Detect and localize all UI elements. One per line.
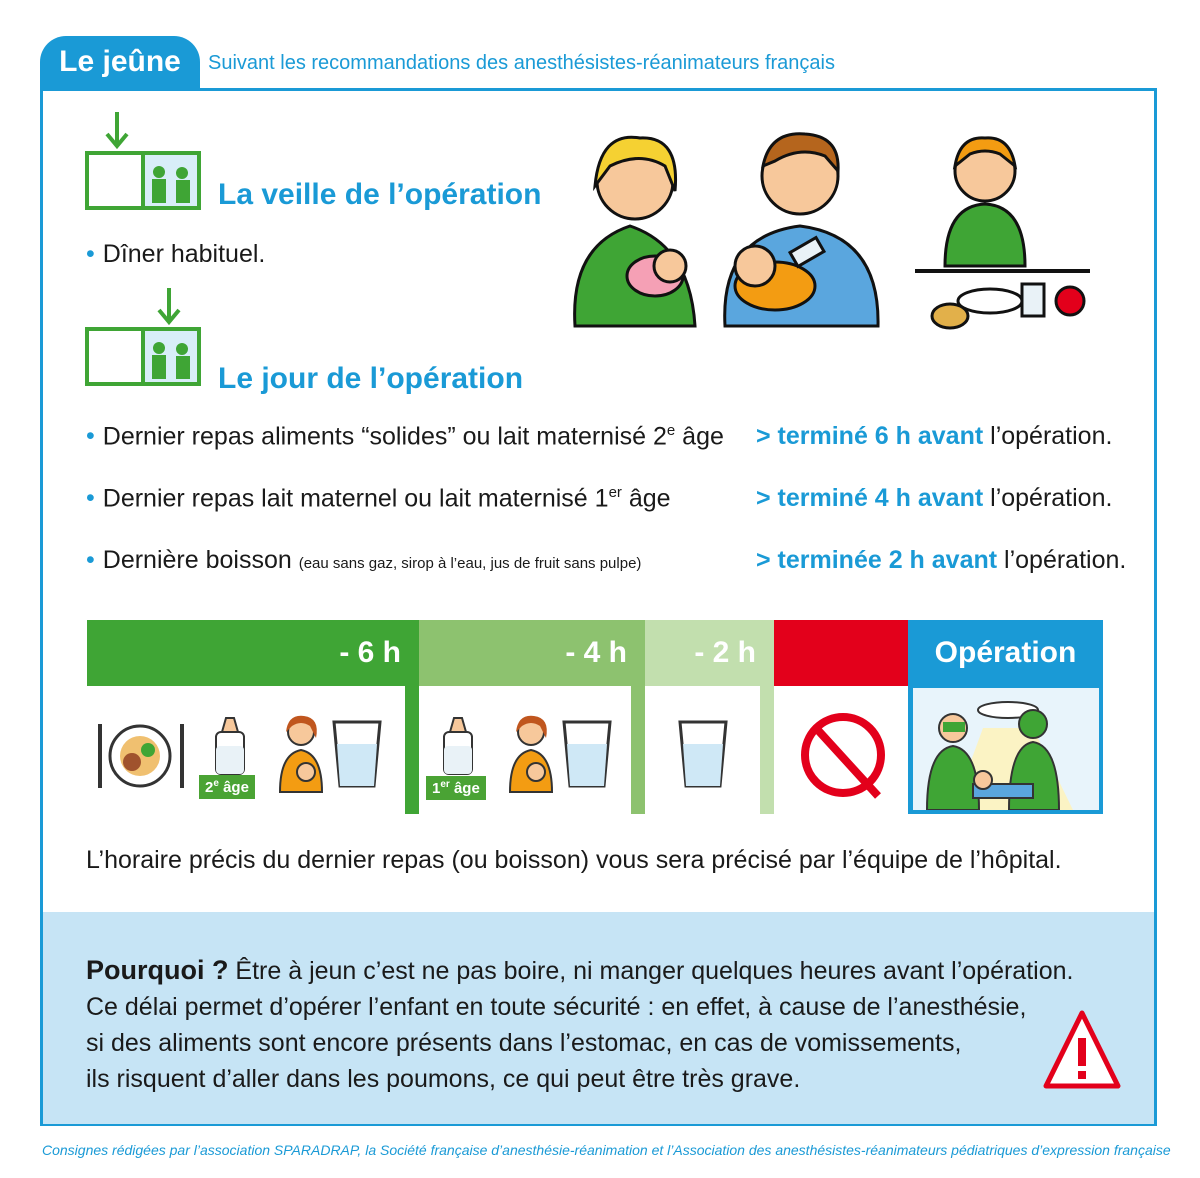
row-note: (eau sans gaz, sirop à l’eau, jus de fruit sans pulpe) [298,555,642,572]
section-tab: Le jeûne [40,36,200,88]
bullet-dot: • [86,422,95,451]
breastfeeding-icon [506,714,556,794]
why-line-4: ils risquent d’aller dans les poumons, ce qui peut être très grave. [86,1065,801,1093]
row-text: Dernier repas lait maternel ou lait maternisé 1 [102,484,609,513]
schedule-jour-icon [84,286,204,392]
why-lead: Pourquoi ? [86,955,229,985]
row-text: Dernier repas aliments “solides” ou lait maternisé 2 [102,422,667,451]
water-glass-icon [560,718,614,790]
subtitle: Suivant les recommandations des anesthésistes-réanimateurs français [208,52,835,74]
timeline-segment-stop [774,620,908,686]
result-emph: terminée 2 h avant [777,546,998,574]
jour-row-3 [86,546,641,575]
timeline-segment-4h: - 4 h [419,620,645,686]
timeline-divider-4h [631,686,645,814]
result-prefix: > [756,484,778,512]
jour-row-2-result [756,484,1112,513]
footer-credits: Consignes rédigées par l’association SPARADRAP, la Société française d’anesthésie-réanimation et l’Association des anesthésistes-réanimateurs pédiatriques d’expression française [42,1142,1171,1158]
result-suffix: l’opération. [983,422,1113,450]
family-illustration [560,126,1100,346]
result-prefix: > [756,422,778,450]
timeline-divider-6h [405,686,419,814]
veille-bullet [86,240,265,269]
hint-text: L’horaire précis du dernier repas (ou boisson) vous sera précisé par l’équipe de l’hôpital. [86,846,1062,874]
jour-title: Le jour de l’opération [218,362,524,395]
timeline-divider-2h [760,686,774,814]
why-line-3: si des aliments sont encore présents dans l’estomac, en cas de vomissements, [86,1029,962,1057]
why-line-2: Ce délai permet d’opérer l’enfant en toute sécurité : en effet, à cause de l’anesthésie, [86,993,1027,1021]
row-text: Dernière boisson [102,546,292,574]
breastfeeding-icon [276,714,326,794]
why-line-1-text: Être à jeun c’est ne pas boire, ni manger quelques heures avant l’opération. [228,957,1074,985]
schedule-veille-icon [84,110,204,216]
meal-plate-icon [92,714,192,794]
jour-row-2 [86,484,671,513]
veille-bullet-text: Dîner habituel. [102,240,266,268]
row-sup: e [666,422,676,439]
water-glass-icon [330,718,384,790]
baby-bottle-icon [212,716,248,776]
why-line-1 [86,952,1086,989]
why-text [86,952,1086,1097]
badge-2e-age: 2e âge [199,775,255,799]
timeline-segment-6h: - 6 h [87,620,419,686]
row-text-after: âge [675,422,724,451]
breastfeeding-mother-icon [575,137,695,326]
row-text-after: âge [621,484,671,513]
result-emph: terminé 6 h avant [777,422,984,450]
result-prefix: > [756,546,778,574]
bullet-dot: • [86,546,95,574]
result-suffix: l’opération. [997,546,1127,574]
result-suffix: l’opération. [983,484,1113,512]
jour-row-1 [86,422,724,451]
badge-1er-age: 1er âge [426,776,486,800]
jour-row-3-result [756,546,1126,575]
result-emph: terminé 4 h avant [777,484,984,512]
surgery-scene-icon [913,688,1099,810]
bullet-dot: • [86,484,95,513]
father-bottle-icon [725,134,878,326]
warning-icon [1042,1008,1122,1092]
prohibited-icon [798,710,888,800]
timeline-segment-operation: Opération [908,620,1103,686]
veille-title: La veille de l’opération [218,178,542,211]
timeline-segment-2h: - 2 h [645,620,774,686]
water-glass-icon [676,718,730,790]
row-sup: er [608,484,622,501]
child-eating-icon [915,138,1090,328]
baby-bottle-icon [440,716,476,776]
jour-row-1-result [756,422,1112,451]
bullet-dot: • [86,240,95,268]
